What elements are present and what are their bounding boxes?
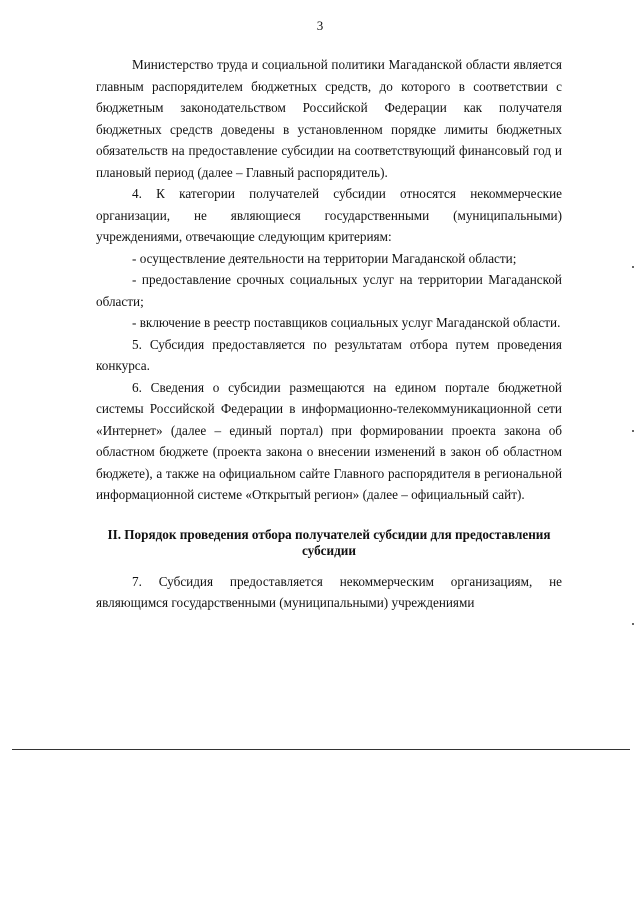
paragraph-6-information: 6. Сведения о субсидии размещаются на едином портале бюджетной системы Российской Федерации в информационно-телекоммуникационной сети «Интернет» (далее – единый портал) при формировании проекта закона об областном бюджете (проекта закона о внесении изменений в закон об областном бюджете), а также на официальном сайте Главного распорядителя в региональной информационной системе «Открытый регион» (далее – официальный сайт). [96,379,562,502]
document-body [96,54,562,614]
scan-edge-mark [632,430,634,432]
page-number: 3 [316,18,324,33]
scan-edge-mark [632,266,634,268]
criterion-registry: - включение в реестр поставщиков социальных услуг Магаданской области. [132,315,561,330]
paragraph-7-subsidy: 7. Субсидия предоставляется некоммерческим организациям, не являющимся государственными (муниципальными) учреждениями [96,573,562,610]
paragraph-5-competition: 5. Субсидия предоставляется по результатам отбора путем проведения конкурса. [96,336,562,373]
page-divider [12,749,630,750]
section-heading: II. Порядок проведения отбора получателей субсидии для предоставления субсидии [107,526,551,558]
paragraph-main-distributor: Министерство труда и социальной политики Магаданской области является главным распорядителем бюджетных средств, до которого в соответствии с бюджетным законодательством Российской Федерации как получателя бюджетных средств доведены в установленном порядке лимиты бюджетных обязательств на предоставление субсидии на соответствующий финансовый год и плановый период (далее – Главный распорядитель). [96,57,562,180]
paragraph-4-recipient-category: 4. К категории получателей субсидии относятся некоммерческие организации, не являющиеся государственными (муниципальными) учреждениями, отвечающие следующим критериям: [96,186,562,244]
scan-edge-mark [632,623,634,625]
criterion-territory: - осуществление деятельности на территории Магаданской области; [132,250,517,266]
criterion-urgent-services: - предоставление срочных социальных услуг на территории Магаданской области; [96,272,562,309]
